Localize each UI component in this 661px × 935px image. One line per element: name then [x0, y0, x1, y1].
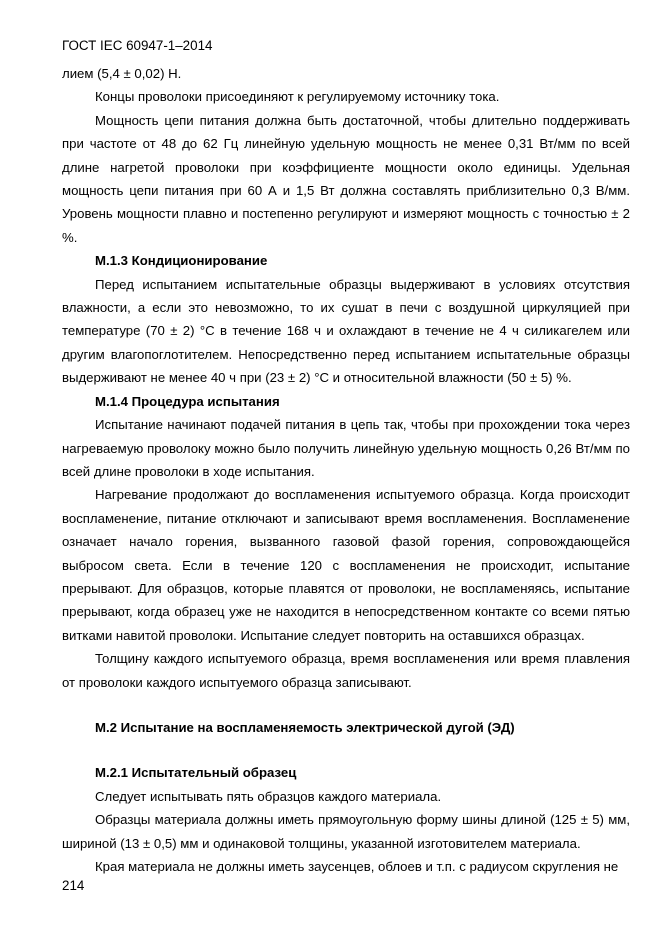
- section-heading-m13: М.1.3 Кондиционирование: [95, 253, 268, 269]
- paragraph: Следует испытывать пять образцов каждого материала.: [95, 788, 442, 804]
- section-heading-m21: М.2.1 Испытательный образец: [95, 765, 297, 781]
- document-header: ГОСТ IEC 60947-1–2014: [62, 38, 213, 53]
- paragraph-continuation: лием (5,4 ± 0,02) Н.: [62, 66, 182, 81]
- section-heading-m2: М.2 Испытание на воспламеняемость электрической дугой (ЭД): [95, 719, 515, 735]
- paragraph: Образцы материала должны иметь прямоугольную форму шины длиной (125 ± 5) мм, шириной (13 ± 0,5) мм и одинаковой толщины, указанной изготовителем материала.: [62, 812, 630, 851]
- document-body: [62, 62, 630, 878]
- page-number: 214: [62, 878, 85, 893]
- paragraph: Испытание начинают подачей питания в цепь так, чтобы при прохождении тока через нагреваемую проволоку можно было получить линейную удельную мощность 0,26 Вт/мм по всей длине проволоки в ходе испытания.: [62, 417, 630, 479]
- paragraph: Нагревание продолжают до воспламенения испытуемого образца. Когда происходит воспламенение, питание отключают и записывают время воспламенения. Воспламенение означает начало горения, вызванного газовой фазой горения, сопровождающейся выбросом света. Если в течение 120 с воспламенения не происходит, испытание прерывают. Для образцов, которые плавятся от проволоки, не воспламеняясь, испытание прерывают, когда образец уже не находится в непосредственном контакте со всеми пятью витками навитой проволоки. Испытание следует повторить на оставшихся образцах.: [62, 487, 630, 643]
- paragraph: Концы проволоки присоединяют к регулируемому источнику тока.: [95, 89, 500, 105]
- section-heading-m14: М.1.4 Процедура испытания: [95, 393, 280, 409]
- paragraph: Мощность цепи питания должна быть достаточной, чтобы длительно поддерживать при частоте от 48 до 62 Гц линейную удельную мощность не менее 0,31 Вт/мм по всей длине нагретой проволоки при коэффициенте мощности около единицы. Удельная мощность цепи питания при 60 А и 1,5 Вт должна составлять приблизительно 0,3 В/мм. Уровень мощности плавно и постепенно регулируют и измеряют мощность с точностью ± 2 %.: [62, 112, 630, 245]
- paragraph: Края материала не должны иметь заусенцев, облоев и т.п. с радиусом скругления не: [95, 859, 619, 874]
- paragraph: Толщину каждого испытуемого образца, время воспламенения или время плавления от проволоки каждого испытуемого образца записывают.: [62, 651, 630, 690]
- paragraph: Перед испытанием испытательные образцы выдерживают в условиях отсутствия влажности, а если это невозможно, то их сушат в печи с воздушной циркуляцией при температуре (70 ± 2) °С в течение 168 ч и охлаждают в течение не 4 ч силикагелем или другим влагопоглотителем. Непосредственно перед испытанием испытательные образцы выдерживают не менее 40 ч при (23 ± 2) °С и относительной влажности (50 ± 5) %.: [62, 276, 630, 386]
